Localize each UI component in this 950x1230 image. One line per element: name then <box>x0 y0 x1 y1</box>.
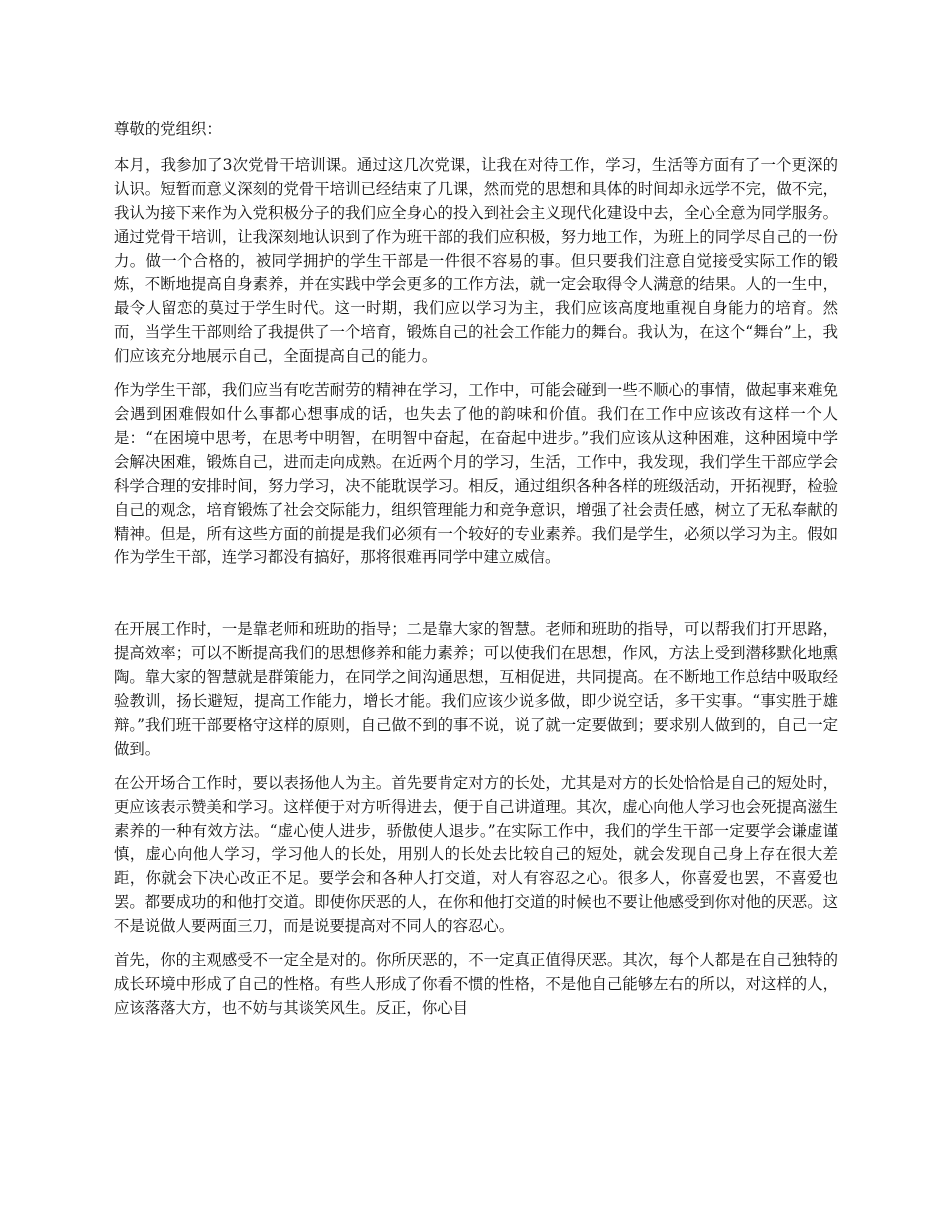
salutation: 尊敬的党组织： <box>114 120 222 138</box>
paragraph: 在开展工作时，一是靠老师和班助的指导；二是靠大家的智慧。老师和班助的指导，可以帮我们打开思路，提高效率；可以不断提高我们的思想修养和能力素养；可以使我们在思想，作风，方法上受到潜移默化地熏陶。靠大家的智慧就是群策能力，在同学之间沟通思想，互相促进，共同提高。在不断地工作总结中吸取经验教训，扬长避短，提高工作能力，增长才能。我们应该少说多做，即少说空话，多干实事。“事实胜于雄辩。”我们班干部要格守这样的原则，自己做不到的事不说，说了就一定要做到；要求别人做到的，自己一定做到。 <box>114 620 838 758</box>
paragraph: 作为学生干部，我们应当有吃苦耐劳的精神在学习，工作中，可能会碰到一些不顺心的事情，做起事来难免会遇到困难假如什么事都心想事成的话，也失去了他的韵味和价值。我们在工作中应该改有这样一个人是：“在困境中思考，在思考中明智，在明智中奋起，在奋起中进步。”我们应该从这种困难，这种困境中学会解决困难，锻炼自己，进而走向成熟。在近两个月的学习，生活，工作中，我发现，我们学生干部应学会科学合理的安排时间，努力学习，决不能耽误学习。相反，通过组织各种各样的班级活动，开拓视野，检验自己的观念，培育锻炼了社会交际能力，组织管理能力和竞争意识，增强了社会责任感，树立了无私奉献的精神。但是，所有这些方面的前提是我们必须有一个较好的专业素养。我们是学生，必须以学习为主。假如作为学生干部，连学习都没有搞好，那将很难再同学中建立威信。 <box>114 381 838 567</box>
paragraph: 首先，你的主观感受不一定全是对的。你所厌恶的，不一定真正值得厌恶。其次，每个人都是在自己独特的成长环境中形成了自己的性格。有些人形成了你看不惯的性格，不是他自己能够左右的所以，对这样的人，应该落落大方，也不妨与其谈笑风生。反正，你心目 <box>114 951 838 1017</box>
paragraph-gap <box>114 580 838 618</box>
document-body <box>114 118 838 1031</box>
paragraph: 在公开场合工作时，要以表扬他人为主。首先要肯定对方的长处，尤其是对方的长处恰恰是自己的短处时，更应该表示赞美和学习。这样便于对方听得进去，便于自己讲道理。其次，虚心向他人学习也会死提高滋生素养的一种有效方法。“虚心使人进步，骄傲使人退步。”在实际工作中，我们的学生干部一定要学会谦虚谨慎，虚心向他人学习，学习他人的长处，用别人的长处去比较自己的短处，就会发现自己身上存在很大差距，你就会下决心改正不足。要学会和各种人打交道，对人有容忍之心。很多人，你喜爱也罢，不喜爱也罢。都要成功的和他打交道。即使你厌恶的人，在你和他打交道的时候也不要让他感受到你对他的厌恶。这不是说做人要两面三刀，而是说要提高对不同人的容忍心。 <box>114 773 838 936</box>
paragraph: 本月，我参加了3次党骨干培训课。通过这几次党课，让我在对待工作，学习，生活等方面有了一个更深的认识。短暂而意义深刻的党骨干培训已经结束了几课，然而党的思想和具体的时间却永远学不完，做不完，我认为接下来作为入党积极分子的我们应全身心的投入到社会主义现代化建设中去，全心全意为同学服务。通过党骨干培训，让我深刻地认识到了作为班干部的我们应积极，努力地工作，为班上的同学尽自己的一份力。做一个合格的，被同学拥护的学生干部是一件很不容易的事。但只要我们注意自觉接受实际工作的锻炼，不断地提高自身素养，并在实践中学会更多的工作方法，就一定会取得令人满意的结果。人的一生中，最令人留恋的莫过于学生时代。这一时期，我们应以学习为主，我们应该高度地重视自身能力的培育。然而，当学生干部则给了我提供了一个培育，锻炼自己的社会工作能力的舞台。我认为，在这个“舞台”上，我们应该充分地展示自己，全面提高自己的能力。 <box>114 155 838 366</box>
